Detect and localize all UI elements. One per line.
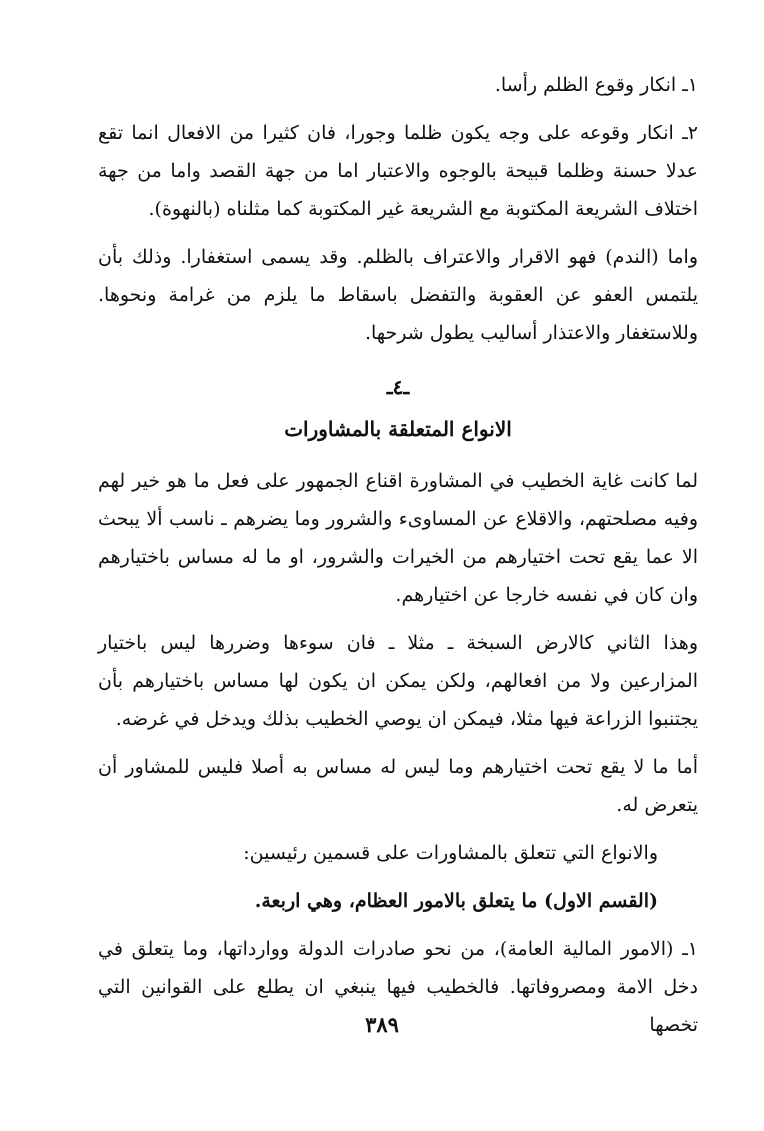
paragraph-regret: واما (الندم) فهو الاقرار والاعتراف بالظلم. وقد يسمى استغفارا. وذلك بأن يلتمس العفو عن العقوبة والتفضل باسقاط ما يلزم من غرامة ونحوها. وللاستغفار والاعتذار أساليب يطول شرحها. [98,246,698,344]
paragraph-two-categories: والانواع التي تتعلق بالمشاورات على قسمين رئيسين: [243,842,658,864]
section-title: الانواع المتعلقة بالمشاورات [284,417,512,441]
paragraph-saline-land-example: وهذا الثاني كالارض السبخة ـ مثلا ـ فان سوءها وضررها ليس باختيار المزارعين ولا من افعالهم، ولكن يمكن ان يكون لها مساس باختيارهم بأن يجتنبوا الزراعة فيها مثلا، فيمكن ان يوصي الخطيب بذلك ويدخل في غرضه. [98,632,698,730]
page-body [98,66,698,1054]
paragraph-denial-of-manner: ٢ـ انكار وقوعه على وجه يكون ظلما وجورا، فان كثيرا من الافعال انما تقع عدلا حسنة وظلما قبيحة بالوجوه والاعتبار اما من جهة القصد واما من جهة اختلاف الشريعة المكتوبة مع الشريعة غير المكتوبة كما مثلناه (بالنهوة). [98,122,698,220]
paragraph-denial-of-injustice: ١ـ انكار وقوع الظلم رأسا. [494,74,698,96]
page-number: ٣٨٩ [365,1012,399,1037]
paragraph-first-category: (القسم الاول) ما يتعلق بالامور العظام، وهي اربعة. [254,890,658,912]
paragraph-public-finance: ١ـ (الامور المالية العامة)، من نحو صادرات الدولة ووارداتها، وما يتعلق في دخل الامة ومصروفاتها. فالخطيب فيها ينبغي ان يطلع على القوانين التي تخصها [98,938,698,1036]
section-number: ـ٤ـ [386,375,410,399]
paragraph-outside-choice: أما ما لا يقع تحت اختيارهم وما ليس له مساس به أصلا فليس للمشاور أن يتعرض له. [98,756,698,816]
paragraph-goal-of-orator: لما كانت غاية الخطيب في المشاورة اقناع الجمهور على فعل ما هو خير لهم وفيه مصلحتهم، والاقلاع عن المساوىء والشرور وما يضرهم ـ ناسب ألا يبحث الا عما يقع تحت اختيارهم من الخيرات والشرور، او ما له مساس باختيارهم وان كان في نفسه خارجا عن اختيارهم. [98,470,698,606]
